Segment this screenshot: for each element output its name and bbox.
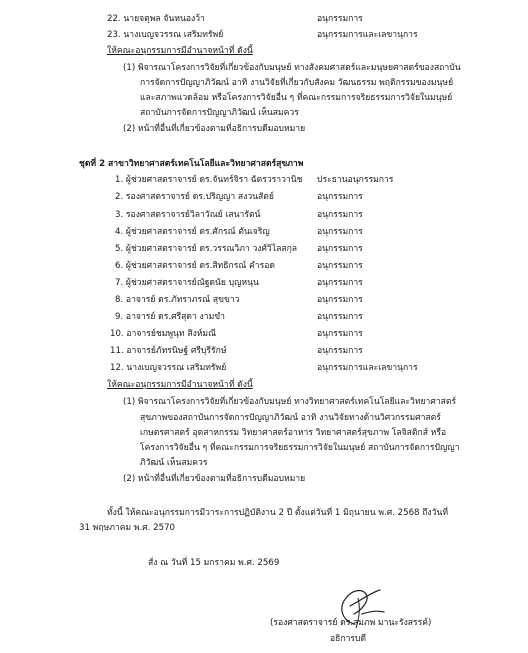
signer-title: อธิการบดี bbox=[330, 634, 367, 644]
duty-item-line: (2) หน้าที่อื่นที่เกี่ยวข้องตามที่อธิการบดีมอบหมาย bbox=[123, 474, 306, 484]
member-role: อนุกรรมการ bbox=[317, 261, 363, 271]
member-name: 23. นางเบญจวรรณ เสริมทรัพย์ bbox=[107, 30, 224, 40]
duty-item-line: (1) พิจารณาโครงการวิจัยที่เกี่ยวข้องกับมนุษย์ ทางสังคมศาสตร์และมนุษยศาสตร์ของสถาบัน bbox=[123, 63, 461, 73]
member-name: 22. นายจตุพล จันหนองว้า bbox=[107, 14, 205, 24]
member-role: อนุกรรมการ bbox=[317, 278, 363, 288]
member-role: อนุกรรมการ bbox=[317, 210, 363, 220]
member-name: 9. อาจารย์ ดร.ศรีสุดา งามขำ bbox=[115, 312, 225, 322]
duty-item-line: (2) หน้าที่อื่นที่เกี่ยวข้องตามที่อธิการบดีมอบหมาย bbox=[123, 124, 306, 134]
duties-heading: ให้คณะอนุกรรมการมีอำนาจหน้าที่ ดังนี้ bbox=[107, 46, 253, 56]
member-role: อนุกรรมการ bbox=[317, 244, 363, 254]
member-role: ประธานอนุกรรมการ bbox=[317, 175, 394, 185]
duty-item-line: (1) พิจารณาโครงการวิจัยที่เกี่ยวข้องกับมนุษย์ ทางวิทยาศาสตร์เทคโนโลยีและวิทยาศาสตร์ bbox=[123, 397, 457, 407]
signer-name: (รองศาสตราจารย์ ดร.สมภพ มานะรังสรรค์) bbox=[270, 618, 432, 628]
member-role: อนุกรรมการ bbox=[317, 192, 363, 202]
member-name: 12. นางเบญจวรรณ เสริมทรัพย์ bbox=[110, 363, 227, 373]
member-role: อนุกรรมการ bbox=[317, 227, 363, 237]
member-name: 5. ผู้ช่วยศาสตราจารย์ ดร.วรรณวิภา วงศ์วิไลสกุล bbox=[115, 244, 298, 254]
member-name: 3. รองศาสตราจารย์วิลาวัณย์ เสนารัตน์ bbox=[115, 210, 261, 220]
member-name: 11. อาจารย์ภัทรนิษฐ์ ศรีบุรีรักษ์ bbox=[110, 346, 227, 356]
term-paragraph: ทั้งนี้ ให้คณะอนุกรรมการมีวาระการปฏิบัติงาน 2 ปี ตั้งแต่วันที่ 1 มิถุนายน พ.ศ. 2568 ถึงวันที่ bbox=[107, 508, 448, 518]
member-role: อนุกรรมการ bbox=[317, 312, 363, 322]
member-role: อนุกรรมการ bbox=[317, 14, 363, 24]
member-name: 4. ผู้ช่วยศาสตราจารย์ ดร.ศักรณ์ ตันเจริญ bbox=[115, 227, 270, 237]
duties-heading: ให้คณะอนุกรรมการมีอำนาจหน้าที่ ดังนี้ bbox=[107, 380, 253, 390]
member-name: 1. ผู้ช่วยศาสตราจารย์ ดร.จันทร์จิรา ฉัตรวราวานิช bbox=[115, 175, 303, 185]
member-role: อนุกรรมการ bbox=[317, 346, 363, 356]
member-name: 2. รองศาสตราจารย์ ดร.ปริญญา สงวนสัตย์ bbox=[115, 192, 274, 202]
member-role: อนุกรรมการและเลขานุการ bbox=[317, 30, 418, 40]
member-role: อนุกรรมการและเลขานุการ bbox=[317, 363, 418, 373]
duty-item-line: เกษตรศาสตร์ อุตสาหกรรม วิทยาศาสตร์อาหาร วิทยาศาสตร์สุขภาพ โลจิสติกส์ หรือ bbox=[140, 428, 447, 438]
duty-item-line: สุขภาพของสถาบันการจัดการปัญญาภิวัฒน์ อาทิ งานวิจัยทางด้านวิศวกรรมศาสตร์ bbox=[140, 413, 441, 423]
duty-item-line: และสภาพแวดล้อม หรือโครงการวิจัยอื่น ๆ ที่คณะกรรมการจริยธรรมการวิจัยในมนุษย์ bbox=[140, 93, 453, 103]
member-name: 7. ผู้ช่วยศาสตราจารย์ณัฐดนัย บุญหนุน bbox=[115, 278, 259, 288]
duty-item-line: โครงการวิจัยอื่น ๆ ที่คณะกรรมการจริยธรรมการวิจัยในมนุษย์ สถาบันการจัดการปัญญา bbox=[140, 443, 460, 453]
member-name: 6. ผู้ช่วยศาสตราจารย์ ดร.สิทธิกรณ์ คำรอด bbox=[115, 261, 275, 271]
duty-item-line: ภิวัฒน์ เห็นสมควร bbox=[140, 458, 208, 468]
term-paragraph: 31 พฤษภาคม พ.ศ. 2570 bbox=[79, 523, 176, 533]
member-name: 8. อาจารย์ ดร.ภัทราภรณ์ สุขขาว bbox=[115, 295, 240, 305]
section-title: ชุดที่ 2 สาขาวิทยาศาสตร์เทคโนโลยีและวิทยาศาสตร์สุขภาพ bbox=[79, 159, 304, 169]
member-name: 10. อาจารย์ชมพูนุท สิงห์มณี bbox=[110, 329, 217, 339]
duty-item-line: การจัดการปัญญาภิวัฒน์ อาทิ งานวิจัยที่เกี่ยวกับสังคม วัฒนธรรม พฤติกรรมของมนุษย์ bbox=[140, 78, 454, 88]
duty-item-line: สถาบันการจัดการปัญญาภิวัฒน์ เห็นสมควร bbox=[140, 108, 299, 118]
order-date: สั่ง ณ วันที่ 15 มกราคม พ.ศ. 2569 bbox=[148, 558, 280, 568]
member-role: อนุกรรมการ bbox=[317, 329, 363, 339]
member-role: อนุกรรมการ bbox=[317, 295, 363, 305]
